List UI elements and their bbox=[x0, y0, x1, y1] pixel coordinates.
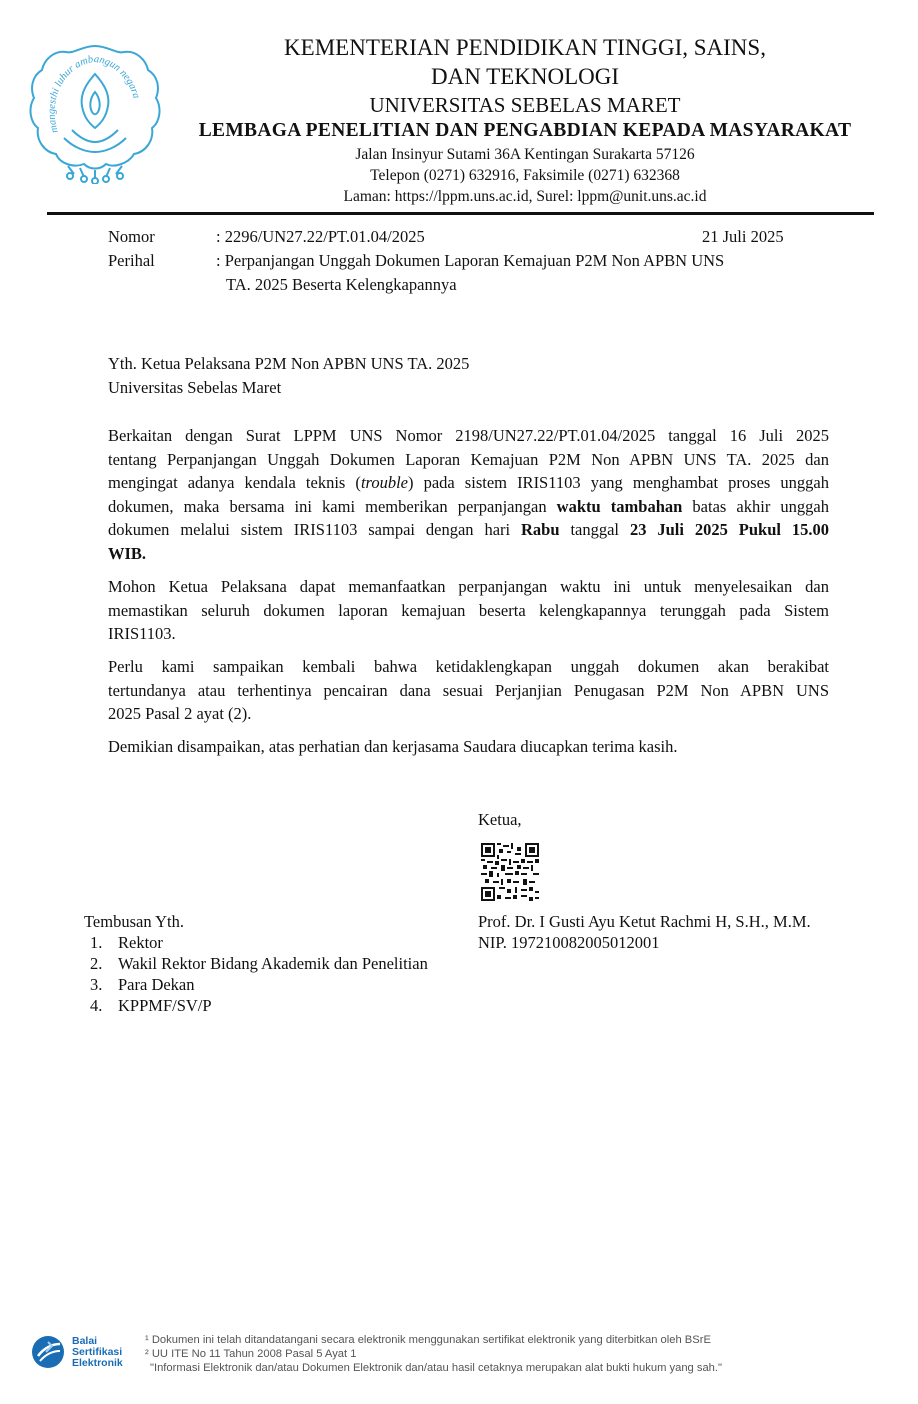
perihal-line-2: TA. 2025 Beserta Kelengkapannya bbox=[226, 275, 457, 294]
cc-item: 2. Wakil Rektor Bidang Akademik dan Penelitian bbox=[90, 954, 428, 973]
ministry-line-1: KEMENTERIAN PENDIDIKAN TINGGI, SAINS, bbox=[284, 35, 766, 60]
p1-line-6: WIB. bbox=[108, 543, 147, 563]
signer-name: Prof. Dr. I Gusti Ayu Ketut Rachmi H, S.H., M.M. bbox=[478, 912, 811, 931]
cc-item: 1. Rektor bbox=[90, 933, 163, 952]
university-name: UNIVERSITAS SEBELAS MARET bbox=[369, 93, 681, 117]
institute-name: LEMBAGA PENELITIAN DAN PENGABDIAN KEPADA MASYARAKAT bbox=[198, 120, 852, 141]
footer-note-2: ² UU ITE No 11 Tahun 2008 Pasal 5 Ayat 1 bbox=[145, 1348, 357, 1360]
waktu-tambahan-bold: waktu tambahan bbox=[556, 496, 683, 516]
cc-item: 4. KPPMF/SV/P bbox=[90, 996, 212, 1015]
phone-fax: Telepon (0271) 632916, Faksimile (0271) 632368 bbox=[370, 167, 680, 184]
p1-line-2: tentang Perpanjangan Unggah Dokumen Laporan Kemajuan P2M Non APBN UNS TA. 2025 dan bbox=[108, 449, 829, 469]
letter-date: 21 Juli 2025 bbox=[702, 227, 784, 246]
paragraph-1 bbox=[108, 424, 829, 565]
bsre-label: Balai Sertifikasi Elektronik bbox=[72, 1335, 123, 1369]
paragraph-3 bbox=[108, 655, 829, 726]
trouble-italic: trouble bbox=[360, 473, 408, 492]
perihal-line-1: : Perpanjangan Unggah Dokumen Laporan Kemajuan P2M Non APBN UNS bbox=[216, 251, 725, 270]
footer-note-3: "Informasi Elektronik dan/atau Dokumen Elektronik dan/atau hasil cetaknya merupakan alat bukti hukum yang sah." bbox=[150, 1362, 722, 1374]
bsre-logo-icon bbox=[30, 1334, 66, 1370]
logo-motto: mangesthi luhur ambangun negara bbox=[46, 53, 142, 135]
deadline-bold: 23 Juli 2025 Pukul 15.00 bbox=[629, 520, 829, 539]
p2-line-3: IRIS1103. bbox=[108, 624, 176, 643]
p4-line-1: Demikian disampaikan, atas perhatian dan kerjasama Saudara diucapkan terima kasih. bbox=[108, 737, 678, 756]
p3-line-1: Perlu kami sampaikan kembali bahwa ketidaklengkapan unggah dokumen akan berakibat bbox=[108, 657, 829, 676]
p3-line-3: 2025 Pasal 2 ayat (2). bbox=[108, 704, 252, 723]
cc-section bbox=[84, 911, 428, 1016]
paragraph-4 bbox=[108, 735, 829, 759]
p2-line-2: memastikan seluruh dokumen laporan kemajuan beserta kelengkapannya terunggah pada Sistem bbox=[108, 600, 829, 620]
p1-line-1: Berkaitan dengan Surat LPPM UNS Nomor 2198/UN27.22/PT.01.04/2025 tanggal 16 Juli 2025 bbox=[108, 426, 829, 445]
uns-logo bbox=[28, 40, 162, 184]
p1-line-4: dokumen, maka bersama ini kami memberikan perpanjangan waktu tambahan batas akhir unggah bbox=[108, 496, 829, 516]
letterhead-divider bbox=[47, 212, 874, 215]
signer-position: Ketua, bbox=[478, 810, 522, 829]
cc-item: 3. Para Dekan bbox=[90, 975, 195, 994]
qr-code-icon bbox=[481, 843, 539, 901]
nomor-value: : 2296/UN27.22/PT.01.04/2025 bbox=[216, 227, 425, 246]
paragraph-2 bbox=[108, 575, 829, 646]
recipient-line-1: Yth. Ketua Pelaksana P2M Non APBN UNS TA. 2025 bbox=[108, 354, 470, 373]
p1-line-5: dokumen melalui sistem IRIS1103 sampai dengan hari Rabu tanggal 23 Juli 2025 Pukul 15.00 bbox=[108, 520, 829, 539]
ministry-line-2: DAN TEKNOLOGI bbox=[430, 64, 620, 89]
p2-line-1: Mohon Ketua Pelaksana dapat memanfaatkan perpanjangan waktu ini untuk menyelesaikan dan bbox=[108, 577, 829, 596]
footer-note-1: ¹ Dokumen ini telah ditandatangani secara elektronik menggunakan sertifikat elektronik yang diterbitkan oleh BSrE bbox=[145, 1334, 711, 1346]
signer-nip: NIP. 197210082005012001 bbox=[478, 933, 660, 952]
nomor-label: Nomor bbox=[108, 227, 155, 246]
recipient-line-2: Universitas Sebelas Maret bbox=[108, 378, 282, 397]
perihal-label: Perihal bbox=[108, 251, 155, 270]
p3-line-2: tertundanya atau terhentinya pencairan dana sesuai Perjanjian Penugasan P2M Non APBN UNS bbox=[108, 680, 829, 700]
p1-line-3: mengingat adanya kendala teknis (trouble) pada sistem IRIS1103 yang menghambat proses unggah bbox=[108, 473, 829, 492]
rabu-bold: Rabu bbox=[521, 520, 560, 539]
cc-title: Tembusan Yth. bbox=[84, 912, 184, 931]
web-email: Laman: https://lppm.uns.ac.id, Surel: lppm@unit.uns.ac.id bbox=[343, 188, 707, 205]
address: Jalan Insinyur Sutami 36A Kentingan Surakarta 57126 bbox=[355, 146, 695, 163]
